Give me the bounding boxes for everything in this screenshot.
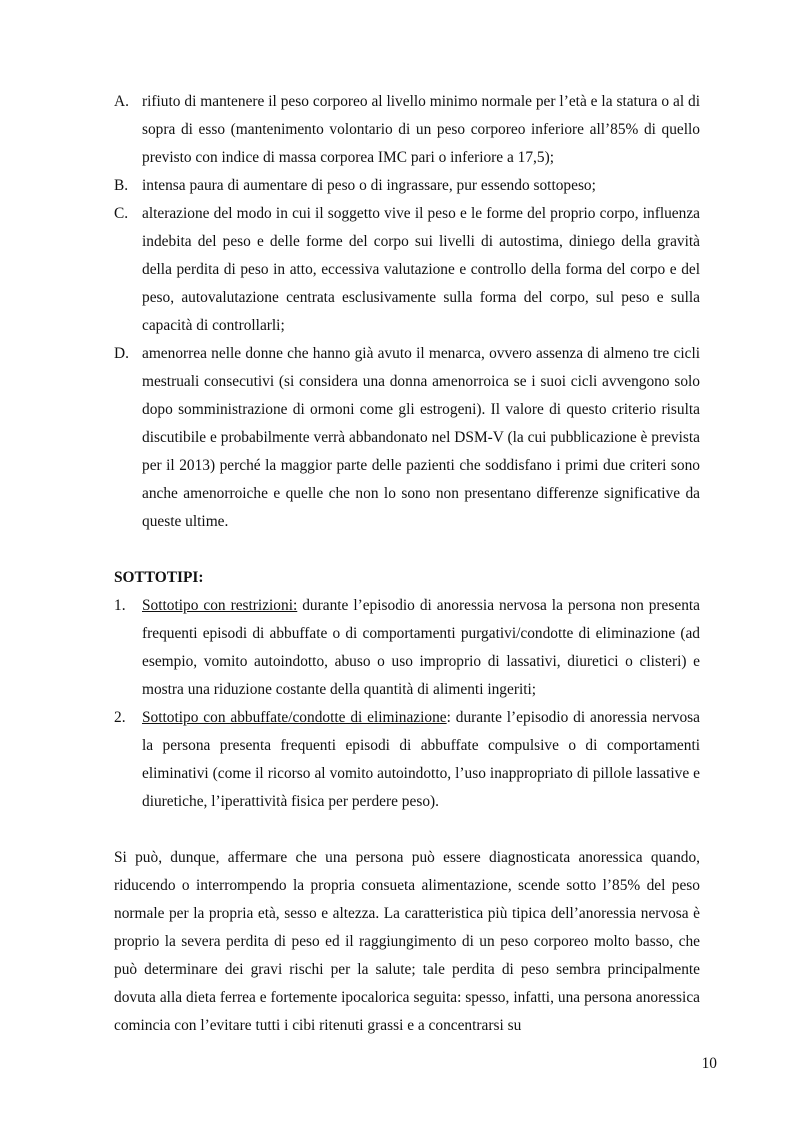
criterion-marker: D. xyxy=(114,345,129,362)
subtype-term: Sottotipo con abbuffate/condotte di eliminazione xyxy=(142,709,447,726)
criterion-text: amenorrea nelle donne che hanno già avuto il menarca, ovvero assenza di almeno tre cicli mestruali consecutivi (si considera una donna amenorroica se i suoi cicli avvengono solo dopo somministrazione di ormoni come gli estrogeni). Il valore di questo criterio risulta discutibile e probabilmente verrà abbandonato nel DSM-V (la cui pubblicazione è prevista per il 2013) perché la maggior parte delle pazienti che soddisfano i primi due criteri sono anche amenorroiche e quelle che non lo sono non presentano differenze significative da queste ultime. xyxy=(142,345,700,530)
criterion-a xyxy=(114,88,700,172)
criterion-text: alterazione del modo in cui il soggetto vive il peso e le forme del proprio corpo, influenza indebita del peso e delle forme del corpo sui livelli di autostima, diniego della gravità della perdita di peso in atto, eccessiva valutazione e controllo della forma del corpo e del peso, autovalutazione centrata esclusivamente sulla forma del corpo, sul peso e sulla capacità di controllarli; xyxy=(142,205,700,334)
document-page xyxy=(114,88,700,1040)
criteria-list xyxy=(114,88,700,536)
criterion-d xyxy=(114,340,700,536)
criterion-c xyxy=(114,200,700,340)
subtypes-heading: SOTTOTIPI: xyxy=(114,569,204,586)
page-number: 10 xyxy=(701,1055,717,1072)
criterion-marker: B. xyxy=(114,177,129,194)
subtype-marker: 1. xyxy=(114,597,126,614)
body-paragraph: Si può, dunque, affermare che una persona può essere diagnosticata anoressica quando, riducendo o interrompendo la propria consueta alimentazione, scende sotto l’85% del peso normale per la propria età, sesso e altezza. La caratteristica più tipica dell’anoressia nervosa è proprio la severa perdita di peso ed il raggiungimento di un peso corporeo molto basso, che può determinare dei gravi rischi per la salute; tale perdita di peso sembra principalmente dovuta alla dieta ferrea e fortemente ipocalorica seguita: spesso, infatti, una persona anoressica comincia con l’evitare tutti i cibi ritenuti grassi e a concentrarsi su xyxy=(114,849,700,1034)
subtype-term: Sottotipo con restrizioni: xyxy=(142,597,298,614)
criterion-text: rifiuto di mantenere il peso corporeo al livello minimo normale per l’età e la statura o al di sopra di esso (mantenimento volontario di un peso corporeo inferiore all’85% di quello previsto con indice di massa corporea IMC pari o inferiore a 17,5); xyxy=(142,93,700,166)
criterion-text: intensa paura di aumentare di peso o di ingrassare, pur essendo sottopeso; xyxy=(142,177,596,194)
subtype-restrictive xyxy=(114,592,700,704)
subtype-binge-purge xyxy=(114,704,700,816)
subtypes-list xyxy=(114,592,700,816)
criterion-b xyxy=(114,172,700,200)
criterion-marker: A. xyxy=(114,93,129,110)
subtype-marker: 2. xyxy=(114,709,126,726)
subtype-text: : durante l’episodio di anoressia nervosa la persona presenta frequenti episodi di abbuffate compulsive o di comportamenti eliminativi (come il ricorso al vomito autoindotto, l’uso inappropriato di pillole lassative e diuretiche, l’iperattività fisica per perdere peso). xyxy=(142,709,700,810)
criterion-marker: C. xyxy=(114,205,129,222)
subtype-text: durante l’episodio di anoressia nervosa la persona non presenta frequenti episodi di abbuffate o di comportamenti purgativi/condotte di eliminazione (ad esempio, vomito autoindotto, abuso o uso improprio di lassativi, diuretici o clisteri) e mostra una riduzione costante della quantità di alimenti ingeriti; xyxy=(142,597,700,698)
